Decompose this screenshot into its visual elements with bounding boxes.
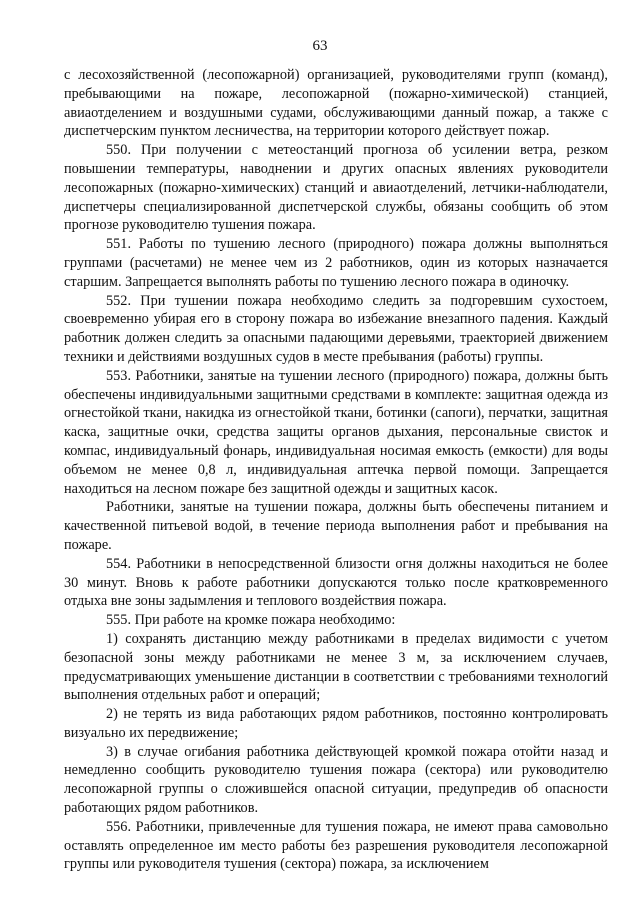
paragraph-555-item-2: 2) не терять из вида работающих рядом работников, постоянно контролировать визуально их передвижение;	[64, 706, 608, 741]
paragraph-551: 551. Работы по тушению лесного (природного) пожара должны выполняться группами (расчетами) не менее чем из 2 работников, один из которых назначается старшим. Запрещается выполнять работы по тушению лесного пожара в одиночку.	[64, 236, 608, 290]
paragraph-555-item-3: 3) в случае огибания работника действующей кромкой пожара отойти назад и немедленно сообщить руководителю тушения пожара (сектора) или руководителю лесопожарной группы о сложившейся опасной ситуации, предупредив об опасности работающих рядом работников.	[64, 743, 608, 817]
paragraph-554: 554. Работники в непосредственной близости огня должны находиться не более 30 минут. Вновь к работе работники допускаются только после кратковременного отдыха вне зоны задымления и теплового воздействия пожара.	[64, 555, 608, 610]
paragraph-555: 555. При работе на кромке пожара необходимо:	[106, 612, 396, 629]
paragraph-556: 556. Работники, привлеченные для тушения пожара, не имеют права самовольно оставлять определенное им место работы без разрешения руководителя лесопожарной группы или руководителя тушения (сектора) пожара, за исключением	[64, 818, 608, 873]
page-number: 63	[312, 38, 328, 54]
paragraph-555-item-1: 1) сохранять дистанцию между работниками в пределах видимости с учетом безопасной зоны между работниками не менее 3 м, за исключением случаев, предусматривающих уменьшение дистанции в соответствии с требованиями технологий выполнения отдельных работ и операций;	[64, 630, 608, 704]
document-body	[64, 66, 608, 874]
paragraph-553: 553. Работники, занятые на тушении лесного (природного) пожара, должны быть обеспечены индивидуальными защитными средствами в комплекте: защитная одежда из огнестойкой ткани, накидка из огнестойкой ткани, ботинки (сапоги), перчатки, защитная каска, защитные очки, средства защиты органов дыхания, персональные свисток и компас, индивидуальный фонарь, индивидуальная носимая емкость (емкости) для воды объемом не менее 0,8 л, индивидуальная аптечка первой помощи. Запрещается находиться на лесном пожаре без защитной одежды и защитных касок.	[64, 367, 608, 497]
paragraph-continuation: с лесохозяйственной (лесопожарной) организацией, руководителями групп (команд), пребывающими на пожаре, лесопожарной (пожарно-химической) станцией, авиаотделением и воздушными судами, обслуживающими данный пожар, а также с диспетчерским пунктом лесничества, на территории которого действует пожар.	[64, 67, 608, 140]
paragraph-552: 552. При тушении пожара необходимо следить за подгоревшим сухостоем, своевременно убирая его в сторону пожара во избежание внезапного падения. Каждый работник должен следить за опасными падающими деревьями, траекторией движением техники и действиями воздушных судов в месте пребывания (работы) группы.	[64, 292, 608, 365]
paragraph-553-supply: Работники, занятые на тушении пожара, должны быть обеспечены питанием и качественной питьевой водой, в течение периода выполнения работ и пребывания на пожаре.	[64, 499, 608, 553]
paragraph-550: 550. При получении с метеостанций прогноза об усилении ветра, резком повышении температуры, наводнении и других опасных явлениях руководители лесопожарных (пожарно-химических) станций и авиаотделений, летчики-наблюдатели, диспетчеры специализированной диспетчерской службы, обязаны сообщить об этом прогнозе руководителю тушения пожара.	[64, 142, 608, 234]
